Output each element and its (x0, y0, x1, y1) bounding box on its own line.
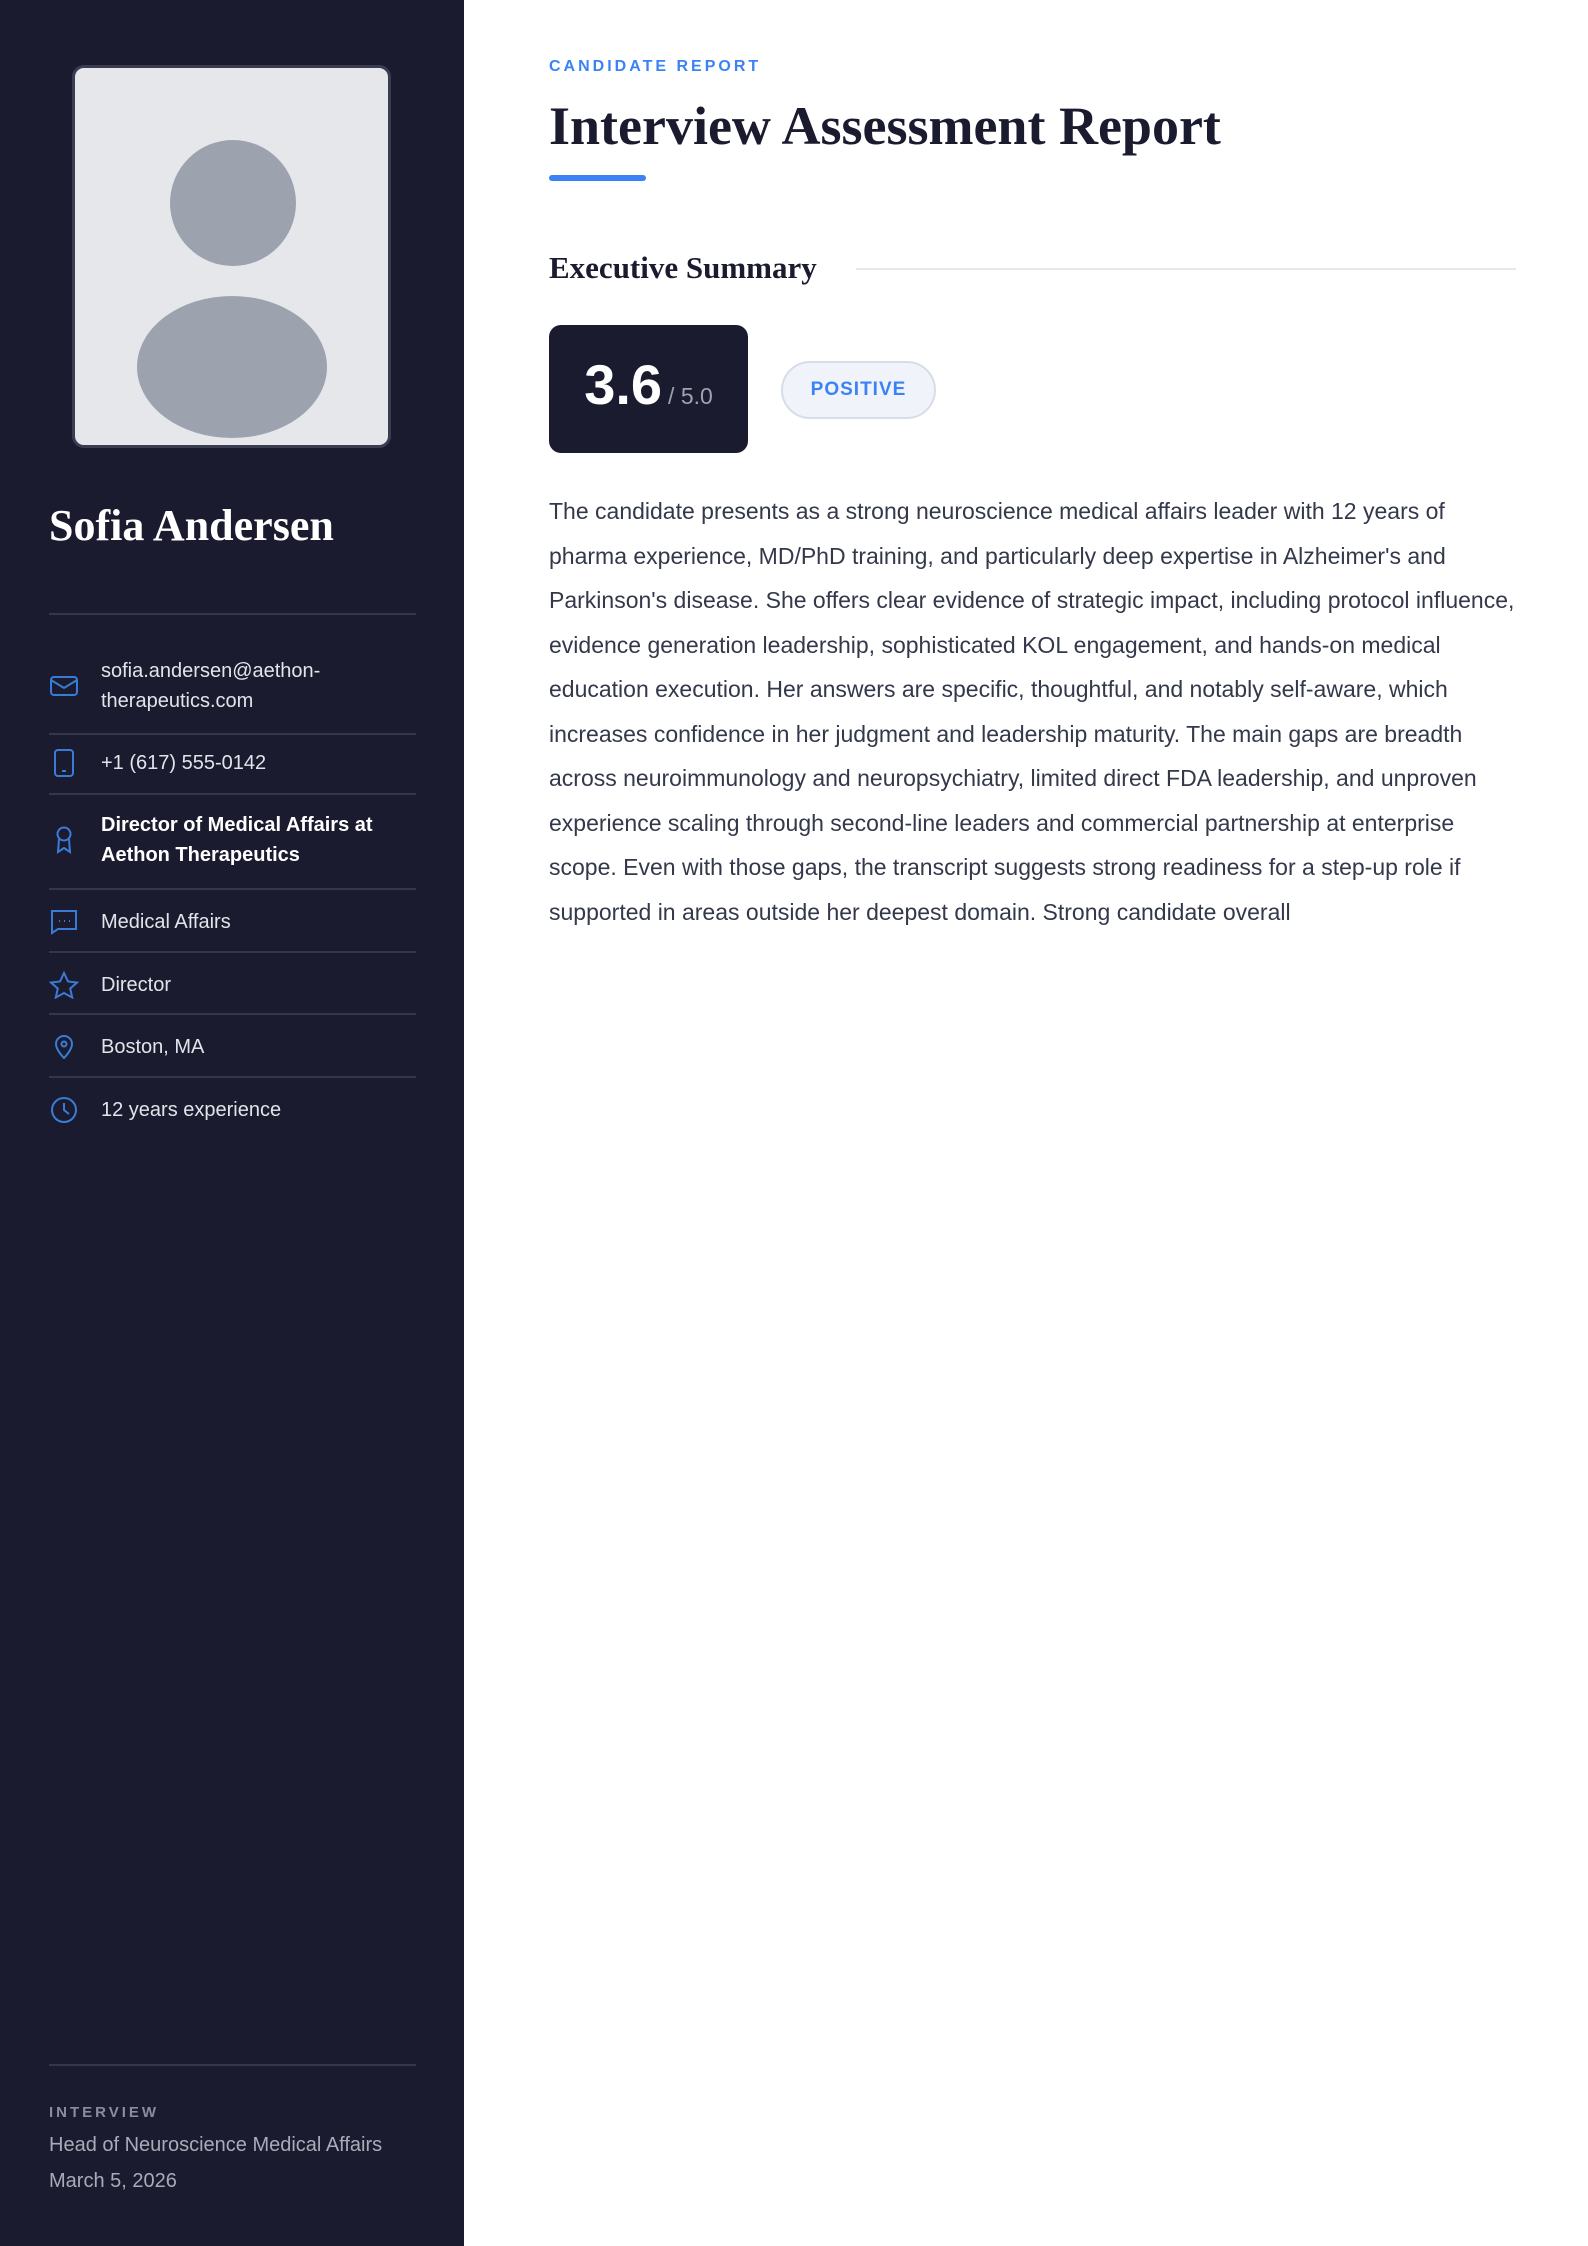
divider (49, 951, 416, 953)
divider (49, 1013, 416, 1015)
location-text: Boston, MA (101, 1036, 205, 1058)
page-title: Interview Assessment Report (549, 96, 1221, 156)
contact-location (49, 1032, 416, 1062)
interview-role: Head of Neuroscience Medical Affairs (49, 2134, 383, 2156)
phone-icon (49, 748, 79, 778)
email-text: sofia.andersen@aethon-therapeutics.com (101, 660, 321, 712)
star-icon (49, 970, 79, 1000)
interview-label: INTERVIEW (49, 2104, 160, 2121)
avatar-body (137, 296, 327, 438)
contact-level (49, 970, 416, 1000)
contact-phone[interactable] (49, 748, 416, 778)
divider (49, 1076, 416, 1078)
avatar-head (170, 140, 296, 266)
department-text: Medical Affairs (101, 911, 231, 933)
title-underline (549, 175, 646, 181)
level-text: Director (101, 974, 172, 996)
score-max: / 5.0 (668, 383, 713, 409)
section-title: Executive Summary (549, 250, 817, 285)
interview-date: March 5, 2026 (49, 2170, 177, 2192)
divider (49, 613, 416, 615)
report-eyebrow: CANDIDATE REPORT (549, 58, 762, 75)
avatar-placeholder (72, 65, 391, 448)
message-icon (49, 907, 79, 937)
phone-text: +1 (617) 555-0142 (101, 752, 267, 774)
sidebar (0, 0, 464, 2246)
section-divider (856, 268, 1516, 270)
divider (49, 793, 416, 795)
contact-position (49, 810, 416, 870)
experience-text: 12 years experience (101, 1099, 282, 1121)
clock-icon (49, 1095, 79, 1125)
score-value: 3.6 (584, 353, 663, 416)
contact-department (49, 907, 416, 937)
executive-summary-text: The candidate presents as a strong neuroscience medical affairs leader with 12 years of pharma experience, MD/PhD training, and particularly deep expertise in Alzheimer's and Parkinson's disease. She offers clear evidence of strategic impact, including protocol influence, evidence generation leadership, sophisticated KOL engagement, and hands-on medical education execution. Her answers are specific, thoughtful, and notably self-aware, which increases confidence in her judgment and leadership maturity. The main gaps are breadth across neuroimmunology and neuropsychiatry, limited direct FDA leadership, and unproven experience scaling through second-line leaders and commercial partnership at enterprise scope. Even with those gaps, the transcript suggests strong readiness for a step-up role if supported in areas outside her deepest domain. Strong candidate overall (549, 498, 1515, 925)
divider (49, 2064, 416, 2066)
divider (49, 733, 416, 735)
map-pin-icon (49, 1032, 79, 1062)
score-card (549, 325, 748, 453)
sentiment-badge: POSITIVE (781, 361, 936, 419)
contact-experience (49, 1095, 416, 1125)
award-icon (49, 825, 79, 855)
contact-email[interactable] (49, 656, 416, 716)
divider (49, 888, 416, 890)
mail-icon (49, 671, 79, 701)
candidate-name: Sofia Andersen (49, 501, 334, 550)
position-text: Director of Medical Affairs at Aethon Therapeutics (101, 814, 373, 866)
